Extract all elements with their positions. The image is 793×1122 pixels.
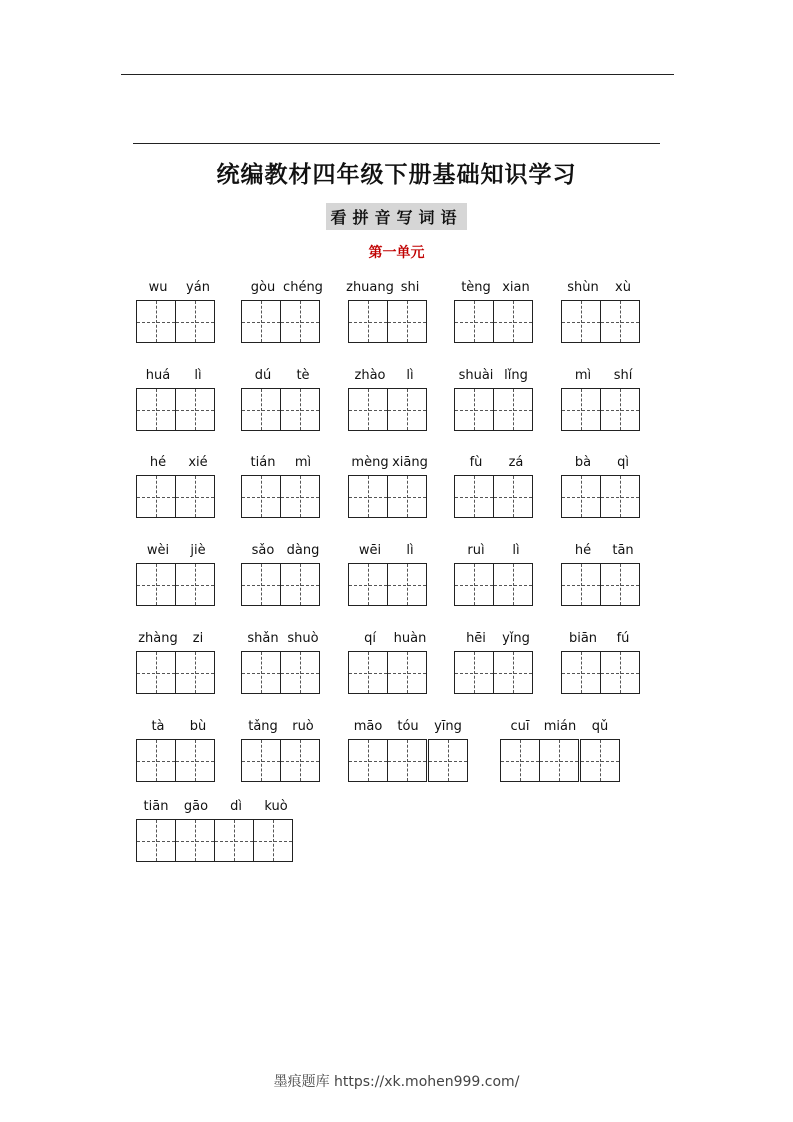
- pinyin-label: kuò: [264, 799, 288, 814]
- pinyin-label: mì: [574, 368, 592, 383]
- footer-watermark: 墨痕题库 https://xk.mohen999.com/: [273, 1074, 520, 1090]
- pinyin-label: lì: [406, 543, 414, 558]
- tianzige-cell[interactable]: [175, 819, 215, 862]
- tianzige-cell[interactable]: [600, 300, 640, 343]
- pinyin-label: sǎo: [251, 543, 275, 558]
- writing-grid: [241, 475, 319, 518]
- pinyin-label: qí: [364, 631, 376, 646]
- pinyin-label: yán: [186, 280, 210, 295]
- writing-grid: [136, 651, 214, 694]
- tianzige-cell[interactable]: [561, 300, 601, 343]
- tianzige-cell[interactable]: [387, 300, 427, 343]
- pinyin-label: shǎn: [247, 631, 279, 646]
- pinyin-label: hēi: [466, 631, 486, 646]
- pinyin-label: dú: [254, 368, 272, 383]
- writing-grid: [241, 739, 319, 782]
- writing-grid: [454, 300, 532, 343]
- tianzige-cell[interactable]: [280, 651, 320, 694]
- page-title: 统编教材四年级下册基础知识学习: [216, 162, 577, 188]
- pinyin-label: bà: [574, 455, 592, 470]
- tianzige-cell[interactable]: [493, 388, 533, 431]
- pinyin-label: tǎng: [248, 719, 278, 734]
- tianzige-cell[interactable]: [348, 563, 388, 606]
- pinyin-label: wu: [148, 280, 168, 295]
- tianzige-cell[interactable]: [387, 651, 427, 694]
- pinyin-label: xié: [188, 455, 208, 470]
- pinyin-label: hé: [574, 543, 592, 558]
- top-rule: [121, 74, 674, 75]
- pinyin-label: huàn: [393, 631, 427, 646]
- title-rule: [133, 143, 660, 144]
- tianzige-cell[interactable]: [539, 739, 579, 782]
- tianzige-cell[interactable]: [348, 651, 388, 694]
- writing-grid: [348, 563, 426, 606]
- writing-grid: [454, 475, 532, 518]
- pinyin-label: bù: [189, 719, 207, 734]
- writing-grid: [136, 739, 214, 782]
- tianzige-cell[interactable]: [280, 300, 320, 343]
- writing-grid: [561, 563, 639, 606]
- tianzige-cell[interactable]: [428, 739, 468, 782]
- tianzige-cell[interactable]: [280, 475, 320, 518]
- pinyin-label: tián: [250, 455, 276, 470]
- pinyin-label: zhào: [354, 368, 386, 383]
- pinyin-label: xian: [502, 280, 530, 295]
- pinyin-label: chéng: [283, 280, 323, 295]
- pinyin-label: xiāng: [392, 455, 428, 470]
- tianzige-cell[interactable]: [454, 388, 494, 431]
- tianzige-cell[interactable]: [387, 475, 427, 518]
- tianzige-cell[interactable]: [348, 739, 388, 782]
- writing-grid: [348, 475, 426, 518]
- pinyin-label: fú: [616, 631, 630, 646]
- writing-grid: [241, 651, 319, 694]
- pinyin-label: qǔ: [591, 719, 609, 734]
- tianzige-cell[interactable]: [175, 739, 215, 782]
- tianzige-cell[interactable]: [214, 819, 254, 862]
- tianzige-cell[interactable]: [561, 651, 601, 694]
- tianzige-cell[interactable]: [600, 651, 640, 694]
- pinyin-label: tà: [151, 719, 165, 734]
- writing-grid: [561, 388, 639, 431]
- tianzige-cell[interactable]: [241, 739, 281, 782]
- pinyin-label: māo: [353, 719, 383, 734]
- pinyin-label: zá: [508, 455, 524, 470]
- tianzige-cell[interactable]: [493, 651, 533, 694]
- tianzige-cell[interactable]: [280, 563, 320, 606]
- pinyin-label: shi: [400, 280, 420, 295]
- pinyin-label: tóu: [397, 719, 419, 734]
- tianzige-cell[interactable]: [348, 300, 388, 343]
- tianzige-cell[interactable]: [454, 651, 494, 694]
- unit-heading: 第一单元: [368, 245, 425, 261]
- tianzige-cell[interactable]: [136, 300, 176, 343]
- tianzige-cell[interactable]: [561, 475, 601, 518]
- tianzige-cell[interactable]: [175, 651, 215, 694]
- writing-grid: [348, 739, 467, 782]
- pinyin-label: zi: [192, 631, 204, 646]
- tianzige-cell[interactable]: [600, 475, 640, 518]
- writing-grid: [348, 651, 426, 694]
- pinyin-label: xù: [615, 280, 631, 295]
- writing-grid: [454, 388, 532, 431]
- tianzige-cell[interactable]: [493, 475, 533, 518]
- pinyin-label: zhàng: [138, 631, 178, 646]
- pinyin-label: hé: [149, 455, 167, 470]
- tianzige-cell[interactable]: [580, 739, 620, 782]
- writing-grid: [241, 300, 319, 343]
- pinyin-label: wèi: [146, 543, 170, 558]
- writing-grid: [136, 475, 214, 518]
- tianzige-cell[interactable]: [175, 300, 215, 343]
- tianzige-cell[interactable]: [454, 300, 494, 343]
- writing-grid: [241, 388, 319, 431]
- writing-grid: [500, 739, 619, 782]
- pinyin-label: tān: [612, 543, 634, 558]
- tianzige-cell[interactable]: [493, 563, 533, 606]
- pinyin-label: dàng: [286, 543, 320, 558]
- tianzige-cell[interactable]: [136, 563, 176, 606]
- pinyin-label: ruò: [292, 719, 314, 734]
- tianzige-cell[interactable]: [136, 475, 176, 518]
- tianzige-cell[interactable]: [175, 388, 215, 431]
- tianzige-cell[interactable]: [561, 563, 601, 606]
- pinyin-label: tè: [296, 368, 310, 383]
- pinyin-label: huá: [145, 368, 171, 383]
- tianzige-cell[interactable]: [561, 388, 601, 431]
- writing-grid: [561, 651, 639, 694]
- pinyin-label: cuī: [510, 719, 530, 734]
- pinyin-label: lǐng: [504, 368, 528, 383]
- pinyin-label: mì: [294, 455, 312, 470]
- tianzige-cell[interactable]: [253, 819, 293, 862]
- writing-grid: [561, 475, 639, 518]
- tianzige-cell[interactable]: [136, 739, 176, 782]
- writing-grid: [136, 300, 214, 343]
- pinyin-label: gāo: [183, 799, 209, 814]
- page-subtitle: 看拼音写词语: [326, 203, 466, 230]
- tianzige-cell[interactable]: [241, 651, 281, 694]
- pinyin-label: mián: [543, 719, 577, 734]
- tianzige-cell[interactable]: [241, 300, 281, 343]
- writing-grid: [136, 388, 214, 431]
- writing-grid: [454, 563, 532, 606]
- tianzige-cell[interactable]: [454, 475, 494, 518]
- tianzige-cell[interactable]: [500, 739, 540, 782]
- tianzige-cell[interactable]: [280, 388, 320, 431]
- tianzige-cell[interactable]: [241, 475, 281, 518]
- writing-grid: [454, 651, 532, 694]
- tianzige-cell[interactable]: [136, 651, 176, 694]
- pinyin-label: shí: [613, 368, 633, 383]
- pinyin-label: mèng: [351, 455, 389, 470]
- pinyin-label: lì: [512, 543, 520, 558]
- writing-grid: [136, 819, 292, 862]
- pinyin-label: dì: [230, 799, 242, 814]
- writing-grid: [348, 300, 426, 343]
- pinyin-label: gòu: [250, 280, 276, 295]
- pinyin-label: qì: [617, 455, 629, 470]
- tianzige-cell[interactable]: [387, 563, 427, 606]
- pinyin-label: fù: [469, 455, 483, 470]
- subtitle-wrap: [0, 203, 793, 230]
- tianzige-cell[interactable]: [348, 388, 388, 431]
- writing-grid: [241, 563, 319, 606]
- pinyin-label: tiān: [143, 799, 169, 814]
- tianzige-cell[interactable]: [493, 300, 533, 343]
- writing-grid: [348, 388, 426, 431]
- pinyin-label: yīng: [434, 719, 462, 734]
- tianzige-cell[interactable]: [348, 475, 388, 518]
- tianzige-cell[interactable]: [600, 388, 640, 431]
- pinyin-label: yǐng: [502, 631, 530, 646]
- tianzige-cell[interactable]: [280, 739, 320, 782]
- pinyin-label: shuài: [458, 368, 494, 383]
- tianzige-cell[interactable]: [387, 388, 427, 431]
- tianzige-cell[interactable]: [136, 388, 176, 431]
- pinyin-label: biān: [568, 631, 598, 646]
- pinyin-label: lì: [194, 368, 202, 383]
- tianzige-cell[interactable]: [241, 563, 281, 606]
- pinyin-label: ruì: [467, 543, 485, 558]
- writing-grid: [136, 563, 214, 606]
- pinyin-label: zhuang: [346, 280, 394, 295]
- tianzige-cell[interactable]: [454, 563, 494, 606]
- pinyin-label: jiè: [190, 543, 206, 558]
- tianzige-cell[interactable]: [600, 563, 640, 606]
- pinyin-label: tèng: [461, 280, 491, 295]
- tianzige-cell[interactable]: [387, 739, 427, 782]
- pinyin-label: shuò: [287, 631, 319, 646]
- tianzige-cell[interactable]: [136, 819, 176, 862]
- pinyin-label: wēi: [358, 543, 382, 558]
- pinyin-label: lì: [406, 368, 414, 383]
- writing-grid: [561, 300, 639, 343]
- tianzige-cell[interactable]: [175, 563, 215, 606]
- tianzige-cell[interactable]: [241, 388, 281, 431]
- pinyin-label: shùn: [567, 280, 599, 295]
- tianzige-cell[interactable]: [175, 475, 215, 518]
